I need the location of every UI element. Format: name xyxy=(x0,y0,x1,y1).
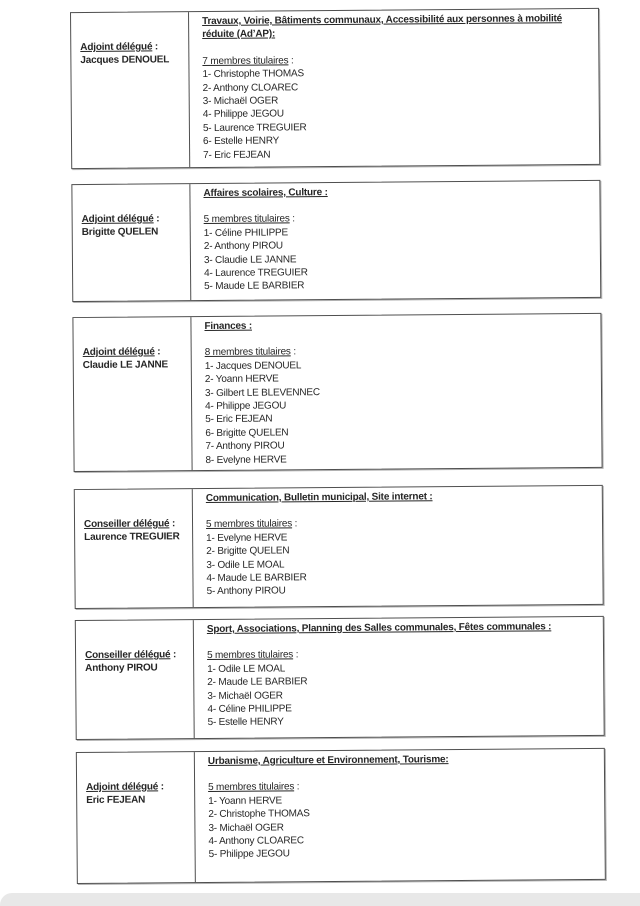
delegate-name: Anthony PIROU xyxy=(85,662,158,675)
delegate-cell xyxy=(72,184,191,301)
members-count-text: 8 membres titulaires xyxy=(204,346,291,359)
delegate-cell xyxy=(76,620,195,739)
members-count-text: 5 membres titulaires xyxy=(203,213,290,226)
member-row: 3- Gilbert LE BLEVENNEC xyxy=(204,386,320,399)
committee-cell xyxy=(191,314,601,470)
member-row: 2- Anthony PIROU xyxy=(203,240,283,253)
delegate-role-label xyxy=(80,40,184,54)
member-row: 7- Eric FEJEAN xyxy=(203,149,271,161)
member-row: 6- Estelle HENRY xyxy=(202,135,280,148)
colon-suffix: : xyxy=(169,518,176,530)
colon-suffix: : xyxy=(153,213,160,225)
members-list xyxy=(208,792,597,862)
member-row: 1- Jacques DENOUEL xyxy=(204,360,302,372)
member-row: 8- Evelyne HERVE xyxy=(205,454,287,466)
member-row: 7- Anthony PIROU xyxy=(205,440,285,453)
colon-suffix: : xyxy=(294,781,300,793)
committee-table-affaires-scolaires xyxy=(71,180,601,302)
committee-table-finances xyxy=(72,313,602,472)
committee-table-communication xyxy=(74,485,604,609)
member-row: 4- Céline PHILIPPE xyxy=(207,703,292,716)
delegate-name: Jacques DENOUEL xyxy=(80,54,170,67)
member-row: 3- Odile LE MOAL xyxy=(206,559,285,571)
members-count-text: 5 membres titulaires xyxy=(207,649,294,662)
members-list xyxy=(206,529,595,599)
committee-cell xyxy=(189,9,599,167)
member-row: 6- Brigitte QUELEN xyxy=(205,427,289,439)
member-row: 5- Laurence TREGUIER xyxy=(202,122,307,134)
delegate-cell xyxy=(77,752,196,883)
members-list xyxy=(205,357,594,467)
member-row: 2- Brigitte QUELEN xyxy=(206,545,290,558)
committee-cell xyxy=(194,617,604,738)
colon-suffix: : xyxy=(290,346,296,358)
members-count-text: 5 membres titulaires xyxy=(205,518,293,531)
delegate-role-text: Adjoint délégué xyxy=(82,346,155,358)
member-row: 5- Maude LE BARBIER xyxy=(204,280,305,293)
delegate-name: Claudie LE JANNE xyxy=(82,359,168,372)
delegate-role-label xyxy=(83,345,187,359)
member-row: 4- Philippe JEGOU xyxy=(202,108,284,121)
member-row: 3- Michaël OGER xyxy=(208,822,284,834)
delegate-name: Brigitte QUELEN xyxy=(81,226,159,239)
committee-title: Affaires scolaires, Culture : xyxy=(203,187,328,200)
committee-title: Communication, Bulletin municipal, Site internet : xyxy=(205,491,433,505)
colon-suffix: : xyxy=(288,55,294,67)
member-row: 1- Christophe THOMAS xyxy=(202,68,304,81)
delegate-role-label xyxy=(86,780,190,794)
delegate-name: Eric FEJEAN xyxy=(86,794,146,807)
member-row: 5- Estelle HENRY xyxy=(207,716,284,729)
member-row: 1- Céline PHILIPPE xyxy=(203,227,289,239)
delegate-role-text: Adjoint délégué xyxy=(80,41,153,53)
colon-suffix: : xyxy=(289,213,295,225)
committee-cell xyxy=(190,181,600,300)
member-row: 5- Anthony PIROU xyxy=(206,585,286,598)
colon-suffix: : xyxy=(292,518,298,530)
committee-table-urbanisme xyxy=(76,748,606,884)
member-row: 1- Yoann HERVE xyxy=(208,795,283,807)
members-count-text: 5 membres titulaires xyxy=(208,781,295,794)
members-list xyxy=(204,224,593,294)
delegate-cell xyxy=(71,12,190,168)
committee-title: Sport, Associations, Planning des Salles communales, Fêtes communales : xyxy=(206,621,552,636)
delegate-role-label xyxy=(84,517,188,531)
colon-suffix: : xyxy=(158,781,164,793)
committee-cell xyxy=(193,486,603,607)
members-count-text: 7 membres titulaires xyxy=(202,55,289,67)
delegate-cell xyxy=(73,317,192,471)
member-row: 4- Philippe JEGOU xyxy=(205,400,287,413)
committee-title: Travaux, Voirie, Bâtiments communaux, Accessibilité aux personnes à mobilité réduite (Ad’AP): xyxy=(202,13,563,41)
delegate-role-text: Conseiller délégué xyxy=(83,518,170,530)
member-row: 4- Maude LE BARBIER xyxy=(206,572,307,585)
member-row: 3- Claudie LE JANNE xyxy=(203,253,297,266)
member-row: 2- Yoann HERVE xyxy=(204,373,279,386)
member-row: 3- Michaël OGER xyxy=(207,690,283,702)
committee-table-travaux xyxy=(70,8,600,169)
delegate-cell xyxy=(75,489,194,608)
committee-title: Finances : xyxy=(204,320,252,333)
member-row: 4- Anthony CLOAREC xyxy=(208,835,304,848)
member-row: 5- Eric FEJEAN xyxy=(205,413,273,426)
delegate-role-label xyxy=(85,648,189,662)
member-row: 5- Philippe JEGOU xyxy=(208,848,290,861)
member-row: 2- Maude LE BARBIER xyxy=(207,676,308,689)
committee-table-sport xyxy=(75,616,605,740)
delegate-role-label xyxy=(82,212,186,226)
delegate-role-text: Adjoint délégué xyxy=(81,213,154,225)
delegate-name: Laurence TREGUIER xyxy=(84,531,180,544)
document-sheet xyxy=(70,8,606,884)
delegate-role-text: Conseiller délégué xyxy=(85,649,171,661)
members-list xyxy=(207,660,596,730)
delegate-role-text: Adjoint délégué xyxy=(86,781,159,793)
member-row: 1- Evelyne HERVE xyxy=(206,532,288,544)
members-list xyxy=(202,65,591,162)
committee-title: Urbanisme, Agriculture et Environnement, Tourisme: xyxy=(207,754,449,768)
member-row: 3- Michaël OGER xyxy=(202,95,279,108)
colon-suffix: : xyxy=(170,649,177,661)
member-row: 2- Christophe THOMAS xyxy=(208,808,310,821)
committee-cell xyxy=(195,749,605,882)
scanner-edge-strip xyxy=(0,893,640,906)
member-row: 2- Anthony CLOAREC xyxy=(202,81,298,94)
member-row: 1- Odile LE MOAL xyxy=(207,663,286,675)
colon-suffix: : xyxy=(152,41,159,53)
member-row: 4- Laurence TREGUIER xyxy=(204,267,308,280)
colon-suffix: : xyxy=(154,346,161,358)
colon-suffix: : xyxy=(293,649,299,661)
